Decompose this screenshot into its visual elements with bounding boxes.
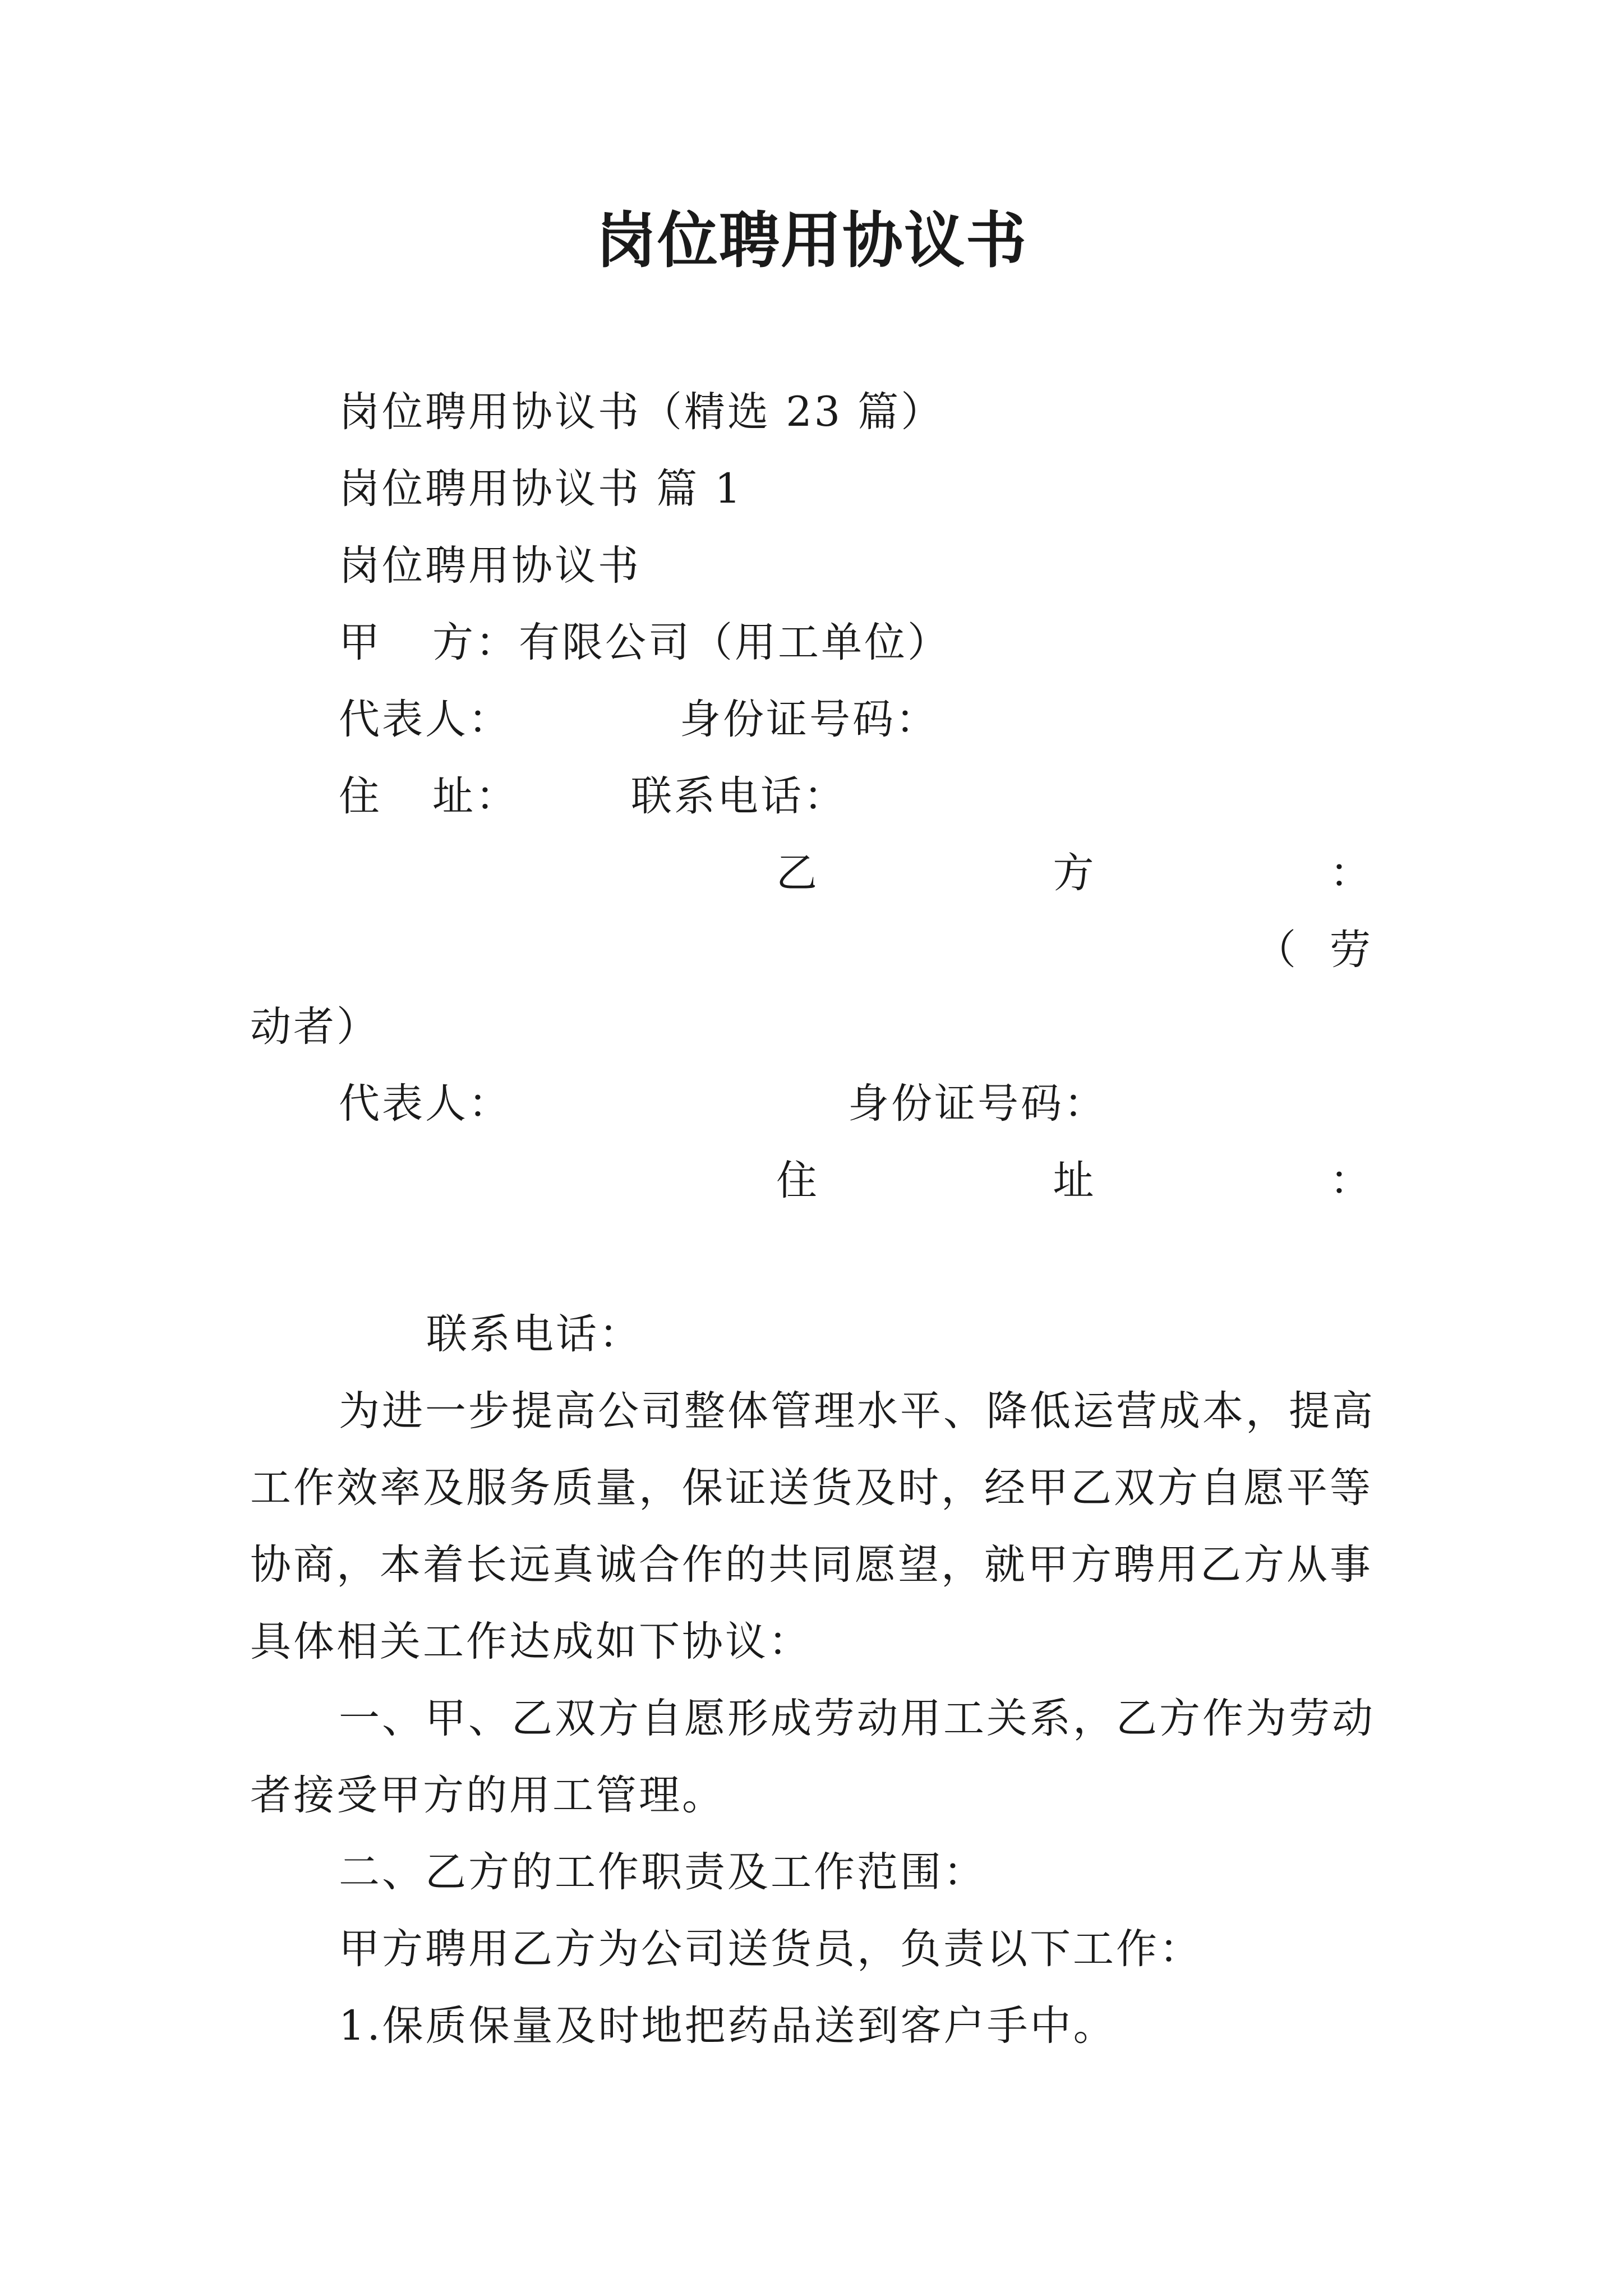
party-b-phone: 联系电话： (426, 1310, 642, 1358)
party-a-addr-label2: 址： (432, 772, 519, 820)
clause-1-line-2: 者接受甲方的用工管理。 (250, 1772, 725, 1819)
party-b-char1: 乙 (776, 849, 817, 897)
party-b-char2: 方 (1053, 849, 1094, 897)
clause-2-item-1: 1.保质保量及时地把药品送到客户手中。 (339, 2002, 1117, 2050)
party-b-colon: ： (1330, 849, 1371, 897)
intro-paragraph-line-3: 协商，本着长远真诚合作的共同愿望，就甲方聘用乙方从事 (250, 1541, 1373, 1589)
intro-paragraph-line-1: 为进一步提高公司整体管理水平、降低运营成本，提高 (339, 1387, 1375, 1435)
party-a-addr-label1: 住 (339, 772, 382, 820)
section-heading: 岗位聘用协议书 篇 1 (339, 465, 743, 513)
party-b-char3: 劳 (1330, 926, 1371, 974)
clause-2-heading: 二、乙方的工作职责及工作范围： (339, 1848, 986, 1896)
subtitle: 岗位聘用协议书（精选 23 篇） (339, 388, 944, 436)
party-a-address-line (339, 766, 847, 827)
clause-2-intro: 甲方聘用乙方为公司送货员，负责以下工作： (339, 1925, 1202, 1973)
party-b-addr-colon: ： (1330, 1157, 1371, 1204)
clause-1-line-1: 一、甲、乙双方自愿形成劳动用工关系，乙方作为劳动 (339, 1695, 1375, 1742)
party-b-line (776, 843, 1371, 904)
party-a-rep-line (339, 689, 939, 751)
intro-paragraph-line-2: 工作效率及服务质量，保证送货及时，经甲乙双方自愿平等 (250, 1464, 1373, 1512)
party-a-label: 甲 (339, 619, 382, 666)
party-a-line (339, 612, 951, 674)
party-a-phone-label: 联系电话： (631, 772, 847, 820)
party-b-paren-line (1255, 919, 1371, 981)
party-b-wrap: 动者） (250, 1003, 380, 1051)
party-b-addr-char1: 住 (776, 1157, 817, 1204)
party-a-id-label: 身份证号码： (680, 696, 939, 743)
party-b-id-label: 身份证号码： (848, 1080, 1107, 1128)
party-b-rep-label: 代表人： (339, 1080, 511, 1128)
document-title: 岗位聘用协议书 (595, 206, 1027, 276)
party-b-address-line (776, 1150, 1371, 1212)
party-a-rep-label: 代表人： (339, 696, 511, 743)
inner-title: 岗位聘用协议书 (339, 542, 641, 590)
party-b-paren-open: （ (1255, 926, 1296, 974)
intro-paragraph-line-4: 具体相关工作达成如下协议： (250, 1618, 811, 1665)
party-a-name: 方：有限公司（用工单位） (432, 619, 951, 666)
party-b-rep-line (339, 1073, 1107, 1135)
party-b-addr-char2: 址 (1053, 1157, 1094, 1204)
